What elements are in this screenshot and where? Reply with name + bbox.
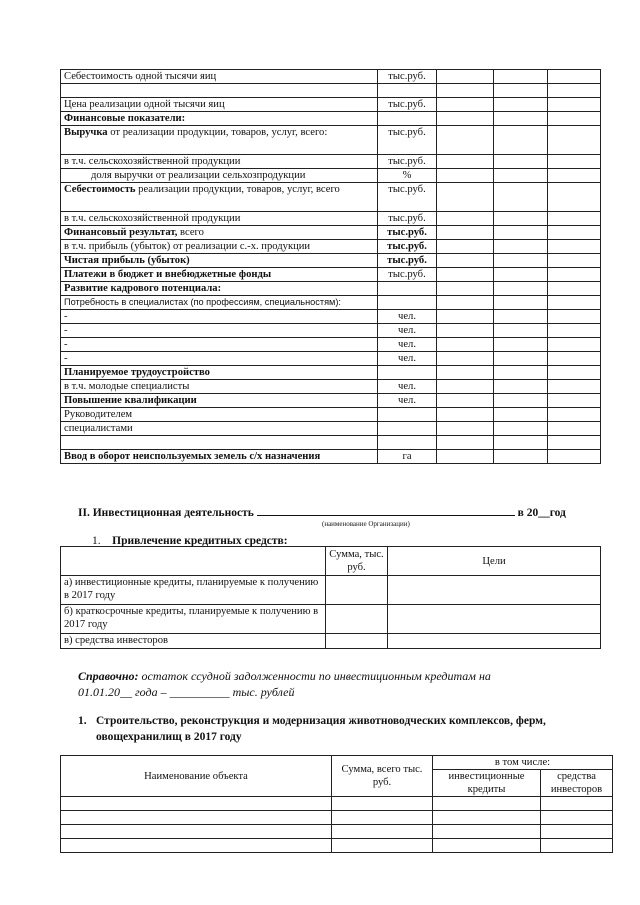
- indicator-label: Ввод в оборот неиспользуемых земель с/х назначения: [61, 450, 378, 464]
- value-cell[interactable]: [433, 797, 541, 811]
- table-row: [61, 436, 601, 450]
- table-row: [61, 212, 601, 226]
- value-cell[interactable]: [437, 310, 494, 324]
- table-row: [61, 254, 601, 268]
- unit-cell: тыс.руб.: [378, 98, 437, 112]
- table-row: [61, 380, 601, 394]
- sum-cell[interactable]: [326, 576, 388, 605]
- value-cell[interactable]: [494, 70, 548, 84]
- indicator-label: [61, 436, 378, 450]
- indicator-label-rest: реализации продукции, товаров, услуг, всего: [135, 184, 340, 195]
- value-cell[interactable]: [548, 98, 601, 112]
- unit-cell: [378, 296, 437, 310]
- sum-cell[interactable]: [326, 605, 388, 634]
- value-cell[interactable]: [494, 324, 548, 338]
- value-cell[interactable]: [541, 825, 613, 839]
- value-cell[interactable]: [548, 240, 601, 254]
- table-row: [61, 422, 601, 436]
- unit-cell: чел.: [378, 310, 437, 324]
- table-row: [61, 797, 613, 811]
- value-cell[interactable]: [494, 436, 548, 450]
- construction-title: Строительство, реконструкция и модернизация животноводческих комплексов, ферм, овощехранилищ в 2017 году: [96, 715, 546, 743]
- header-sum-total: Сумма, всего тыс. руб.: [332, 756, 433, 797]
- section2-title: II. Инвестиционная деятельность: [78, 507, 254, 519]
- table-row: [61, 839, 613, 853]
- table-row: [61, 825, 613, 839]
- value-cell[interactable]: [437, 366, 494, 380]
- org-caption: (наименование Организации): [322, 520, 410, 528]
- value-cell[interactable]: [494, 112, 548, 126]
- value-cell[interactable]: [548, 366, 601, 380]
- value-cell[interactable]: [548, 394, 601, 408]
- value-cell[interactable]: [541, 797, 613, 811]
- table-row: [61, 811, 613, 825]
- unit-cell: тыс.руб.: [378, 254, 437, 268]
- table-row: [61, 126, 601, 155]
- credit-row-label: в) средства инвесторов: [61, 634, 326, 649]
- value-cell[interactable]: [332, 797, 433, 811]
- unit-cell: [378, 84, 437, 98]
- credits-title: Привлечение кредитных средств:: [112, 535, 288, 547]
- value-cell[interactable]: [494, 226, 548, 240]
- table-row: [61, 394, 601, 408]
- unit-cell: [378, 282, 437, 296]
- table-row: [61, 112, 601, 126]
- indicator-label-bold: Себестоимость: [64, 184, 136, 195]
- unit-cell: тыс.руб.: [378, 226, 437, 240]
- indicator-label: -: [61, 310, 378, 324]
- unit-cell: %: [378, 169, 437, 183]
- value-cell[interactable]: [437, 240, 494, 254]
- table-row: [61, 352, 601, 366]
- unit-cell: га: [378, 450, 437, 464]
- value-cell[interactable]: [437, 169, 494, 183]
- value-cell[interactable]: [437, 408, 494, 422]
- header-empty-cell: [61, 547, 326, 576]
- note-line2: 01.01.20__ года – __________ тыс. рублей: [78, 685, 295, 699]
- indicator-label: [61, 183, 378, 212]
- value-cell[interactable]: [494, 422, 548, 436]
- value-cell[interactable]: [548, 268, 601, 282]
- value-cell[interactable]: [494, 282, 548, 296]
- unit-cell: тыс.руб.: [378, 240, 437, 254]
- indicator-label: специалистами: [61, 422, 378, 436]
- value-cell[interactable]: [548, 338, 601, 352]
- header-sum: Сумма, тыс. руб.: [326, 547, 388, 576]
- table-row: [61, 226, 601, 240]
- unit-cell: тыс.руб.: [378, 70, 437, 84]
- table-row: [61, 98, 601, 112]
- indicator-label: доля выручки от реализации сельхозпродукции: [61, 169, 378, 183]
- value-cell[interactable]: [437, 296, 494, 310]
- value-cell[interactable]: [548, 296, 601, 310]
- indicator-label: Себестоимость одной тысячи яиц: [61, 70, 378, 84]
- section2-heading: [78, 504, 618, 519]
- value-cell[interactable]: [494, 408, 548, 422]
- value-cell[interactable]: [494, 212, 548, 226]
- value-cell[interactable]: [437, 436, 494, 450]
- indicator-label: Потребность в специалистах (по профессиям, специальностям):: [61, 296, 378, 310]
- indicator-label-rest: от реализации продукции, товаров, услуг, всего:: [107, 127, 328, 138]
- unit-cell: [378, 408, 437, 422]
- value-cell[interactable]: [494, 84, 548, 98]
- object-cell[interactable]: [61, 839, 332, 853]
- value-cell[interactable]: [548, 254, 601, 268]
- goal-cell[interactable]: [388, 634, 601, 649]
- credits-table: [60, 546, 601, 649]
- indicator-label-bold: Выручка: [64, 127, 108, 138]
- table-row: [61, 576, 601, 605]
- unit-cell: [378, 436, 437, 450]
- value-cell[interactable]: [494, 450, 548, 464]
- table-row: [61, 450, 601, 464]
- table-row: [61, 268, 601, 282]
- value-cell[interactable]: [548, 282, 601, 296]
- object-cell[interactable]: [61, 825, 332, 839]
- value-cell[interactable]: [548, 310, 601, 324]
- indicator-label: в т.ч. сельскохозяйственной продукции: [61, 212, 378, 226]
- value-cell[interactable]: [433, 839, 541, 853]
- indicator-label: Чистая прибыль (убыток): [61, 254, 378, 268]
- org-name-line: [257, 504, 515, 516]
- unit-cell: чел.: [378, 394, 437, 408]
- value-cell[interactable]: [494, 268, 548, 282]
- value-cell[interactable]: [437, 84, 494, 98]
- table-row: [61, 605, 601, 634]
- indicator-label: Финансовые показатели:: [61, 112, 378, 126]
- value-cell[interactable]: [548, 155, 601, 169]
- construction-table: [60, 755, 613, 853]
- indicator-label-rest: всего: [177, 227, 204, 238]
- indicator-label: в т.ч. сельскохозяйственной продукции: [61, 155, 378, 169]
- goal-cell[interactable]: [388, 605, 601, 634]
- indicator-label: Повышение квалификации: [61, 394, 378, 408]
- indicator-label: в т.ч. прибыль (убыток) от реализации с.-х. продукции: [61, 240, 378, 254]
- value-cell[interactable]: [437, 282, 494, 296]
- table-row: [61, 183, 601, 212]
- value-cell[interactable]: [548, 169, 601, 183]
- unit-cell: тыс.руб.: [378, 268, 437, 282]
- object-cell[interactable]: [61, 811, 332, 825]
- unit-cell: тыс.руб.: [378, 126, 437, 155]
- table-row: [61, 282, 601, 296]
- value-cell[interactable]: [548, 183, 601, 212]
- unit-cell: [378, 422, 437, 436]
- value-cell[interactable]: [332, 839, 433, 853]
- value-cell[interactable]: [494, 310, 548, 324]
- value-cell[interactable]: [494, 98, 548, 112]
- table-row: [61, 169, 601, 183]
- value-cell[interactable]: [494, 352, 548, 366]
- indicator-label: -: [61, 352, 378, 366]
- reference-note: [78, 668, 598, 700]
- header-credits: инвестиционные кредиты: [433, 770, 541, 797]
- indicator-label: Планируемое трудоустройство: [61, 366, 378, 380]
- value-cell[interactable]: [433, 811, 541, 825]
- goal-cell[interactable]: [388, 576, 601, 605]
- indicator-label: -: [61, 338, 378, 352]
- value-cell[interactable]: [437, 183, 494, 212]
- value-cell[interactable]: [433, 825, 541, 839]
- unit-cell: тыс.руб.: [378, 212, 437, 226]
- value-cell[interactable]: [437, 380, 494, 394]
- value-cell[interactable]: [437, 352, 494, 366]
- object-cell[interactable]: [61, 797, 332, 811]
- note-label: Справочно:: [78, 669, 139, 683]
- value-cell[interactable]: [548, 324, 601, 338]
- table-row: [61, 310, 601, 324]
- value-cell[interactable]: [437, 422, 494, 436]
- table-row: [61, 155, 601, 169]
- value-cell[interactable]: [437, 112, 494, 126]
- table-row: [61, 366, 601, 380]
- value-cell[interactable]: [548, 112, 601, 126]
- credit-row-label: б) краткосрочные кредиты, планируемые к получению в 2017 году: [61, 605, 326, 634]
- value-cell[interactable]: [494, 155, 548, 169]
- value-cell[interactable]: [494, 169, 548, 183]
- value-cell[interactable]: [548, 84, 601, 98]
- construction-heading: [78, 713, 598, 745]
- unit-cell: [378, 112, 437, 126]
- value-cell[interactable]: [494, 366, 548, 380]
- value-cell[interactable]: [494, 296, 548, 310]
- value-cell[interactable]: [437, 324, 494, 338]
- value-cell[interactable]: [437, 126, 494, 155]
- indicator-label: Цена реализации одной тысячи яиц: [61, 98, 378, 112]
- header-object: Наименование объекта: [61, 756, 332, 797]
- unit-cell: чел.: [378, 338, 437, 352]
- value-cell[interactable]: [437, 394, 494, 408]
- value-cell[interactable]: [494, 394, 548, 408]
- table-row: [61, 408, 601, 422]
- indicator-label-bold: Финансовый результат,: [64, 227, 178, 238]
- indicator-label: Развитие кадрового потенциала:: [61, 282, 378, 296]
- credits-number: 1.: [92, 535, 101, 547]
- header-including: в том числе:: [433, 756, 613, 770]
- value-cell[interactable]: [548, 126, 601, 155]
- value-cell[interactable]: [548, 226, 601, 240]
- value-cell[interactable]: [437, 212, 494, 226]
- value-cell[interactable]: [548, 380, 601, 394]
- unit-cell: тыс.руб.: [378, 183, 437, 212]
- credit-row-label: а) инвестиционные кредиты, планируемые к получению в 2017 году: [61, 576, 326, 605]
- value-cell[interactable]: [548, 450, 601, 464]
- indicators-table: [60, 69, 601, 464]
- indicator-label: [61, 226, 378, 240]
- header-goals: Цели: [388, 547, 601, 576]
- value-cell[interactable]: [437, 268, 494, 282]
- value-cell[interactable]: [437, 98, 494, 112]
- value-cell[interactable]: [332, 825, 433, 839]
- table-row: [61, 338, 601, 352]
- value-cell[interactable]: [548, 212, 601, 226]
- value-cell[interactable]: [494, 254, 548, 268]
- value-cell[interactable]: [541, 839, 613, 853]
- value-cell[interactable]: [548, 352, 601, 366]
- table-row: [61, 634, 601, 649]
- value-cell[interactable]: [437, 450, 494, 464]
- unit-cell: [378, 366, 437, 380]
- unit-cell: чел.: [378, 352, 437, 366]
- value-cell[interactable]: [548, 70, 601, 84]
- value-cell[interactable]: [494, 240, 548, 254]
- value-cell[interactable]: [494, 380, 548, 394]
- table-header-row: [61, 756, 613, 770]
- unit-cell: тыс.руб.: [378, 155, 437, 169]
- indicator-label: Платежи в бюджет и внебюджетные фонды: [61, 268, 378, 282]
- value-cell[interactable]: [548, 422, 601, 436]
- indicator-label: [61, 126, 378, 155]
- table-row: [61, 240, 601, 254]
- table-row: [61, 84, 601, 98]
- indicator-label: [61, 84, 378, 98]
- construction-number: 1.: [78, 715, 87, 727]
- indicator-label: в т.ч. молодые специалисты: [61, 380, 378, 394]
- value-cell[interactable]: [494, 338, 548, 352]
- value-cell[interactable]: [548, 436, 601, 450]
- value-cell[interactable]: [437, 155, 494, 169]
- value-cell[interactable]: [541, 811, 613, 825]
- unit-cell: чел.: [378, 324, 437, 338]
- header-investors: средства инвесторов: [541, 770, 613, 797]
- table-header-row: [61, 547, 601, 576]
- table-row: [61, 324, 601, 338]
- value-cell[interactable]: [494, 183, 548, 212]
- table-row: [61, 296, 601, 310]
- value-cell[interactable]: [332, 811, 433, 825]
- value-cell[interactable]: [437, 254, 494, 268]
- value-cell[interactable]: [548, 408, 601, 422]
- unit-cell: чел.: [378, 380, 437, 394]
- indicator-label: Руководителем: [61, 408, 378, 422]
- section2-year: в 20__год: [517, 507, 566, 519]
- table-row: [61, 70, 601, 84]
- value-cell[interactable]: [437, 226, 494, 240]
- value-cell[interactable]: [437, 338, 494, 352]
- indicator-label: -: [61, 324, 378, 338]
- value-cell[interactable]: [494, 126, 548, 155]
- sum-cell[interactable]: [326, 634, 388, 649]
- value-cell[interactable]: [437, 70, 494, 84]
- note-text: остаток ссудной задолженности по инвестиционным кредитам на: [138, 669, 491, 683]
